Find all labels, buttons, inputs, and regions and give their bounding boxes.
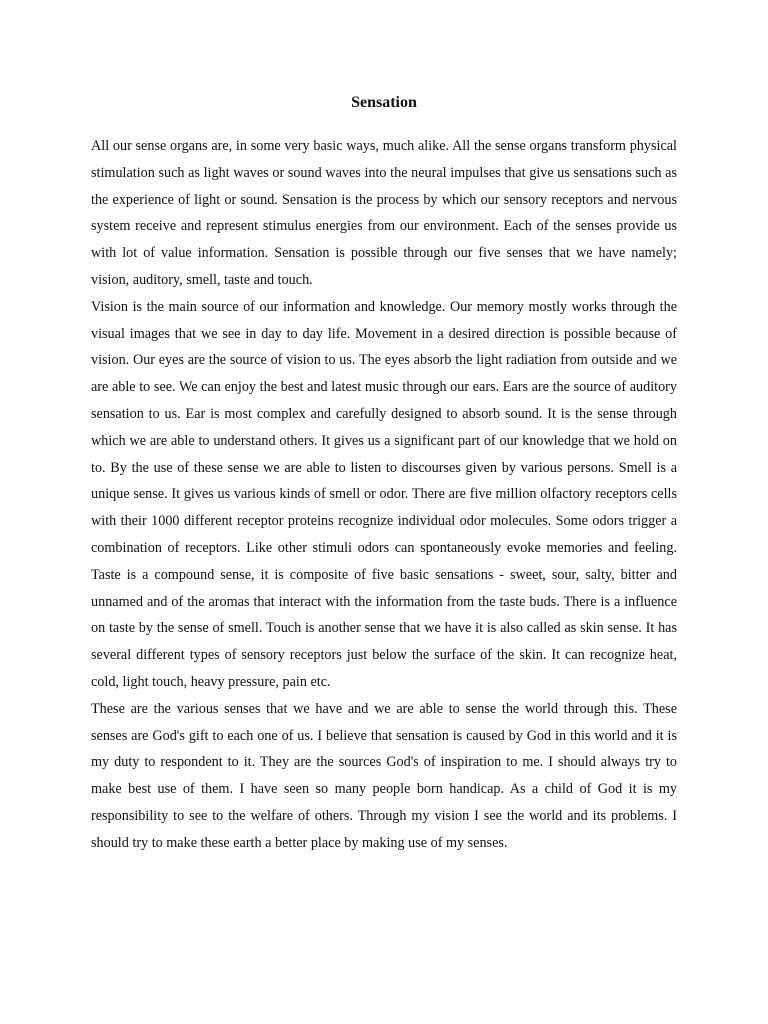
paragraph-conclusion: These are the various senses that we have and we are able to sense the world through this. These senses are God's gift to each one of us. I believe that sensation is caused by God in this world and it is my duty to respondent to it. They are the sources God's of inspiration to me. I should always try to make best use of them. I have seen so many people born handicap. As a child of God it is my responsibility to see to the welfare of others. Through my vision I see the world and its problems. I should try to make these earth a better place by making use of my senses. [91,700,677,851]
paragraph-intro: All our sense organs are, in some very basic ways, much alike. All the sense organs transform physical stimulation such as light waves or sound waves into the neural impulses that give us sensations such as the experience of light or sound. Sensation is the process by which our sensory receptors and nervous system receive and represent stimulus energies from our environment. Each of the senses provide us with lot of value information. Sensation is possible through our five senses that we have namely; vision, auditory, smell, taste and touch. [91,138,677,288]
paragraph-senses: Vision is the main source of our information and knowledge. Our memory mostly works through the visual images that we see in day to day life. Movement in a desired direction is possible because of vision. Our eyes are the source of vision to us. The eyes absorb the light radiation from outside and we are able to see. We can enjoy the best and latest music through our ears. Ears are the source of auditory sensation to us. Ear is most complex and carefully designed to absorb sound. It is the sense through which we are able to understand others. It gives us a significant part of our knowledge that we hold on to. By the use of these sense we are able to listen to discourses given by various persons. Smell is a unique sense. It gives us various kinds of smell or odor. There are five million olfactory receptors cells with their 1000 different receptor proteins recognize individual odor molecules. Some odors trigger a combination of receptors. Like other stimuli odors can spontaneously evoke memories and feeling. Taste is a compound sense, it is composite of five basic sensations - sweet, sour, salty, bitter and unnamed and of the aromas that interact with the information from the taste buds. There is a influence on taste by the sense of smell. Touch is another sense that we have it is also called as skin sense. It has several different types of sensory receptors just below the surface of the skin. It can recognize heat, cold, light touch, heavy pressure, pain etc. [91,298,677,690]
document-title: Sensation [351,94,417,111]
document-page [91,93,677,857]
